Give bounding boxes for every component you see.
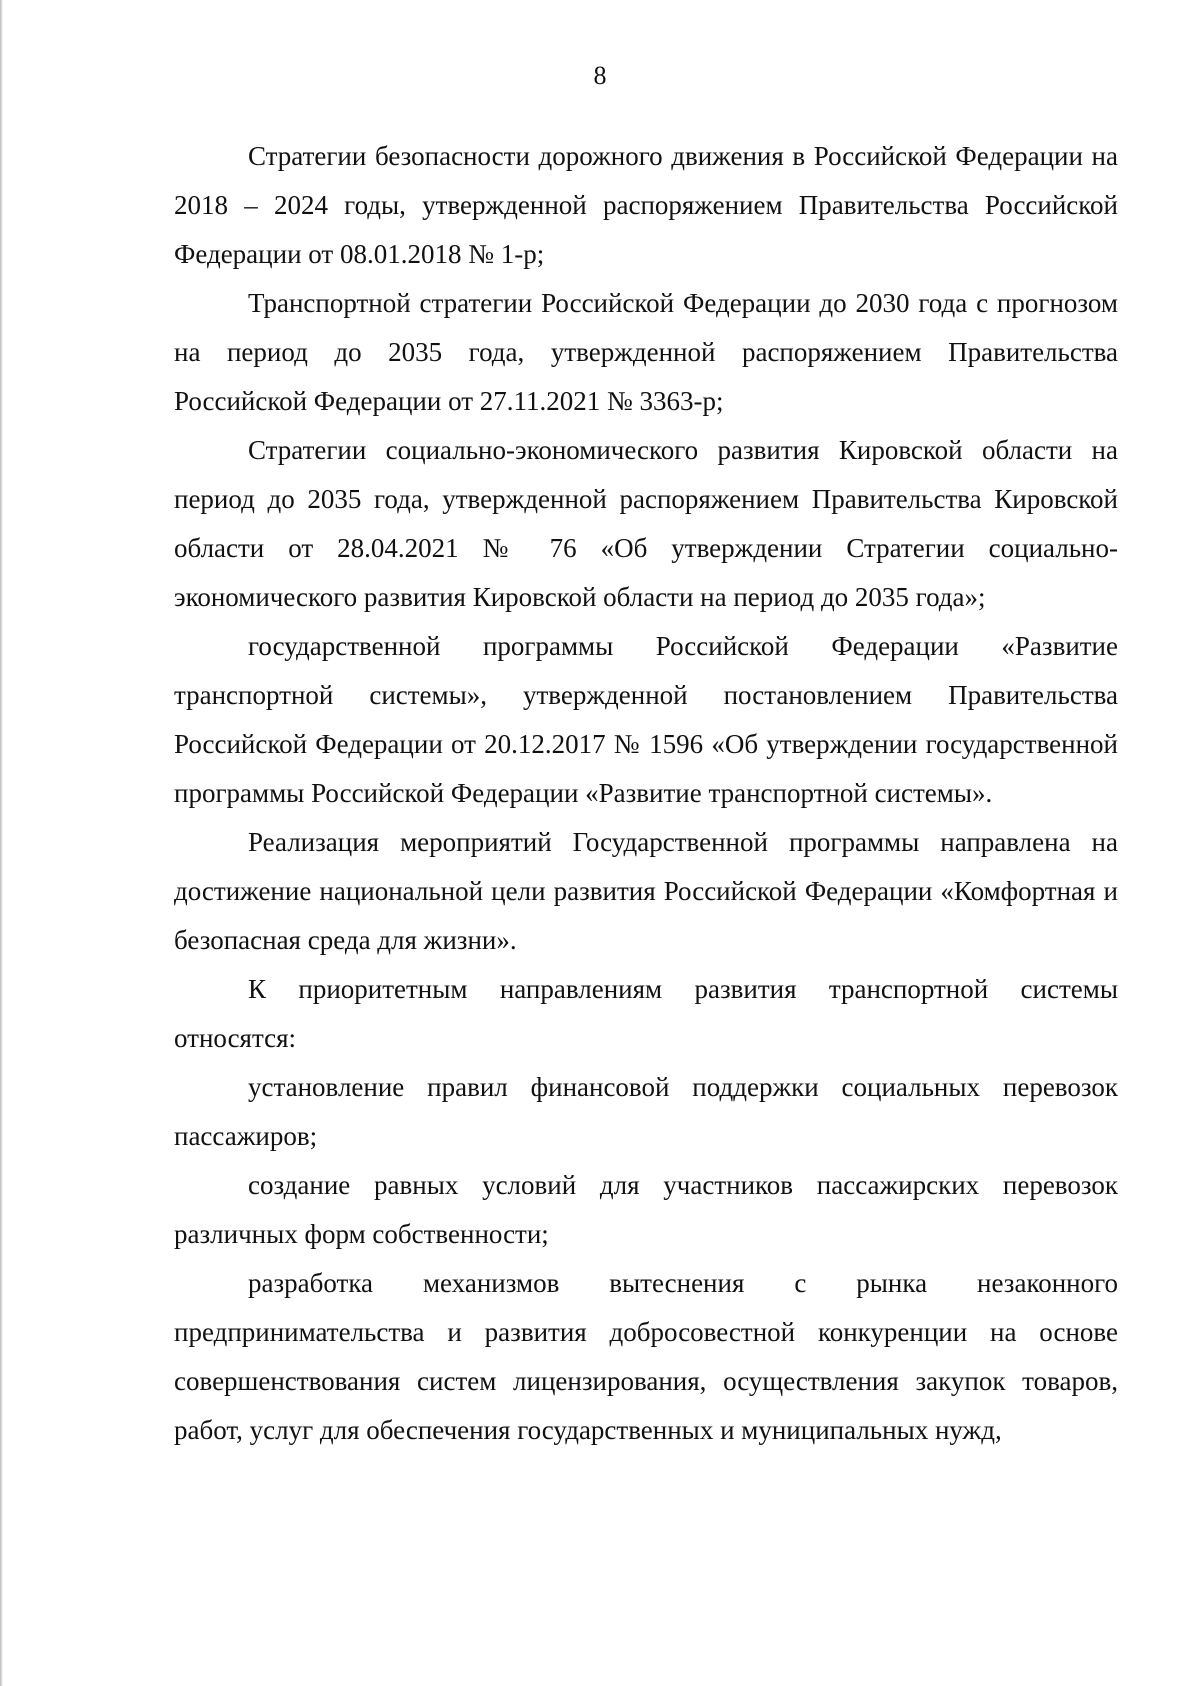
paragraph-priorities-intro: К приоритетным направлениям развития транспортной системы относятся: xyxy=(174,974,1118,1053)
page-number: 8 xyxy=(593,61,607,90)
paragraph-priority-equal-conditions: создание равных условий для участников пассажирских перевозок различных форм собственности; xyxy=(174,1170,1118,1249)
paragraph-priority-financial-support: установление правил финансовой поддержки социальных перевозок пассажиров; xyxy=(174,1072,1118,1151)
paragraph-program-goal: Реализация мероприятий Государственной программы направлена на достижение национальной цели развития Российской Федерации «Комфортная и безопасная среда для жизни». xyxy=(174,827,1118,955)
paragraph-road-safety-strategy: Стратегии безопасности дорожного движения в Российской Федерации на 2018 – 2024 годы, утвержденной распоряжением Правительства Российской Федерации от 08.01.2018 № 1-р; xyxy=(174,141,1118,269)
paragraph-kirov-strategy: Стратегии социально-экономического развития Кировской области на период до 2035 года, утвержденной распоряжением Правительства Кировской области от 28.04.2021 № 76 «Об утверждении Стратегии социально-экономического развития Кировской области на период до 2035 года»; xyxy=(174,435,1118,612)
paragraph-state-program: государственной программы Российской Федерации «Развитие транспортной системы», утвержденной постановлением Правительства Российской Федерации от 20.12.2017 № 1596 «Об утверждении государственной программы Российской Федерации «Развитие транспортной системы». xyxy=(174,631,1118,808)
paragraph-transport-strategy: Транспортной стратегии Российской Федерации до 2030 года с прогнозом на период до 2035 года, утвержденной распоряжением Правительства Российской Федерации от 27.11.2021 № 3363-р; xyxy=(174,288,1118,416)
document-body xyxy=(174,132,1118,1455)
scan-edge xyxy=(0,0,3,1686)
paragraph-priority-competition: разработка механизмов вытеснения с рынка незаконного предпринимательства и развития добросовестной конкуренции на основе совершенствования систем лицензирования, осуществления закупок товаров, работ, услуг для обеспечения государственных и муниципальных нужд, xyxy=(174,1268,1118,1445)
